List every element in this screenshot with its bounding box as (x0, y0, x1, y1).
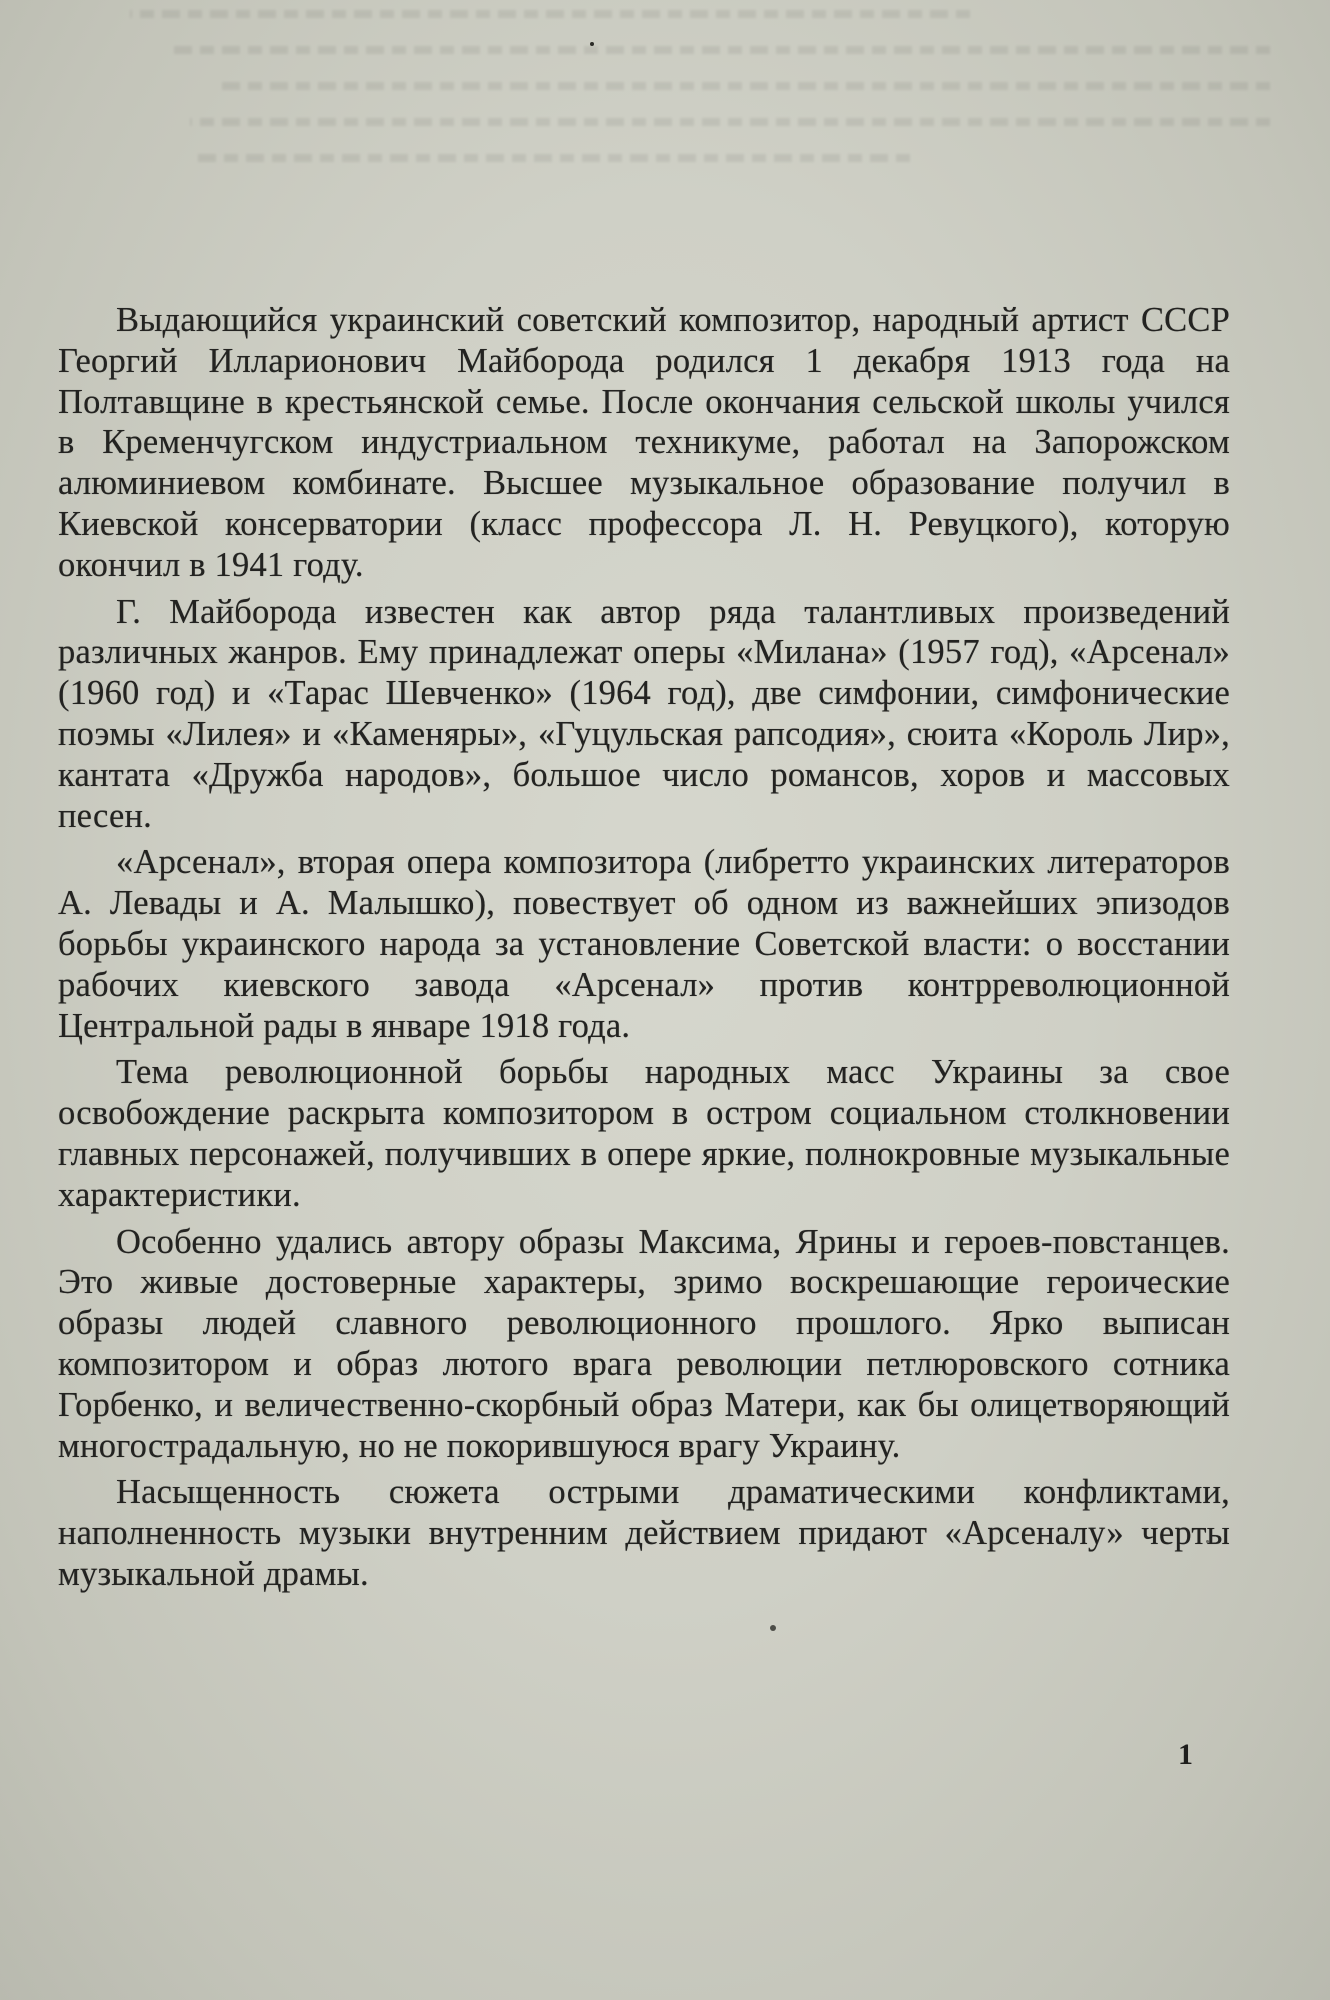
page-number: 1 (1178, 1738, 1193, 1771)
main-text (58, 300, 1230, 1601)
bleed-through-text (70, 0, 1270, 260)
paragraph-biography: Выдающийся украинский советский композитор, народный артист СССР Георгий Илларионович Майборода родился 1 декабря 1913 года на Полтавщине в крестьянской семье. После окончания сельской школы учился в Кременчугском индустриальном техникуме, работал на Запорожском алюминиевом комбинате. Высшее музыкальное образование получил в Киевской консерватории (класс профессора Л. Н. Ревуцкого), которую окончил в 1941 году. (58, 301, 1230, 584)
paragraph-characters: Особенно удались автору образы Максима, Ярины и героев-повстанцев. Это живые достоверные характеры, зримо воскрешающие героические образы людей славного революционного прошлого. Ярко выписан композитором и образ лютого врага революции петлюровского сотника Горбенко, и величественно-скорбный образ Матери, как бы олицетворяющий многострадальную, но не покорившуюся врагу Украину. (58, 1222, 1230, 1465)
paragraph-theme: Тема революционной борьбы народных масс Украины за свое освобождение раскрыта композитором в остром социальном столкновении главных персонажей, получивших в опере яркие, полнокровные музыкальные характеристики. (58, 1053, 1230, 1214)
paragraph-works: Г. Майборода известен как автор ряда талантливых произведений различных жанров. Ему принадлежат оперы «Милана» (1957 год), «Арсенал» (1960 год) и «Тарас Шевченко» (1964 год), две симфонии, симфонические поэмы «Лилея» и «Каменяры», «Гуцульская рапсодия», сюита «Король Лир», кантата «Дружба народов», большое число романсов, хоров и массовых песен. (58, 592, 1230, 835)
paper-speck (590, 42, 594, 46)
paragraph-arsenal-intro: «Арсенал», вторая опера композитора (либретто украинских литераторов А. Левады и А. Малышко), повествует об одном из важнейших эпизодов борьбы украинского народа за установление Советской власти: о восстании рабочих киевского завода «Арсенал» против контрреволюционной Центральной рады в январе 1918 года. (58, 843, 1230, 1045)
paragraph-drama: Насыщенность сюжета острыми драматическими конфликтами, наполненность музыки внутренним действием придают «Арсеналу» черты музыкальной драмы. (58, 1473, 1230, 1593)
paper-speck (770, 1625, 776, 1631)
